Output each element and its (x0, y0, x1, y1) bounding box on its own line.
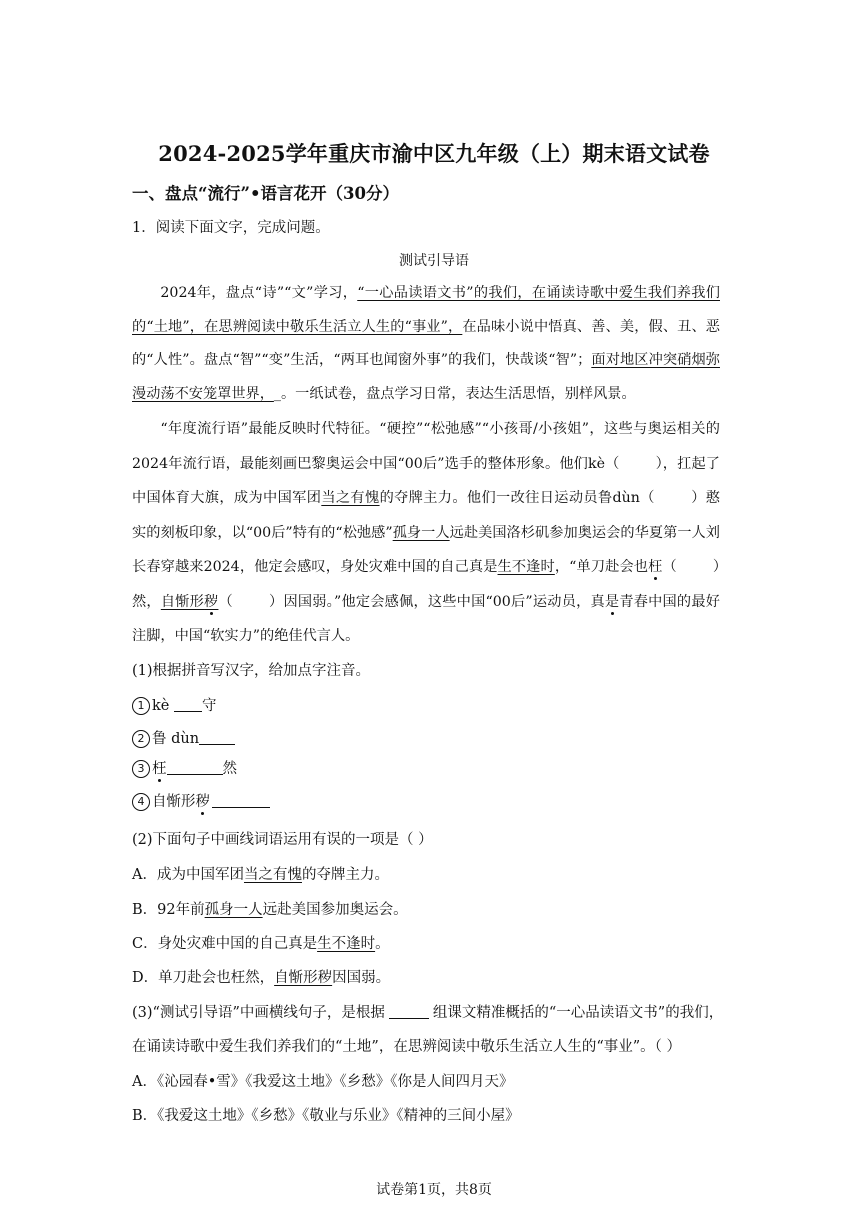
underlined-sentence: “一心品读语文书”的我们，在诵读诗歌中爱生我们养我们的“土地”，在思辨阅读中敬乐生活立人生的“事业”， (132, 285, 720, 335)
passage-paragraph-1: 2024年，盘点“诗”“文”学习，“一心品读语文书”的我们，在诵读诗歌中爱生我们养我们的“土地”，在思辨阅读中敬乐生活立人生的“事业”，在品味小说中悟真、善、美，假、丑、恶的“人性”。盘点“智”“变”生活，“两耳也闻窗外事”的我们，快哉谈“智”；面对地区冲突硝烟弥漫动荡不安笼罩世界，_。一纸试卷，盘点学习日常，表达生活思悟，别样风景。 (132, 285, 720, 402)
dotted-char-hui: 秽 (204, 593, 219, 610)
fill-item-4: 4 自惭形秽 (132, 790, 270, 811)
answer-blank-2[interactable] (199, 730, 235, 745)
question-1-3: (3)“测试引导语”中画横线句子，是根据 组课文精准概括的“一心品读语文书”的我们， (132, 1005, 724, 1021)
page-footer: 试卷第1页，共8页 (376, 1182, 492, 1198)
answer-blank-3[interactable] (167, 760, 223, 775)
dotted-char-shi: 是 (604, 593, 620, 610)
question-1-2: (2)下面句子中画线词语运用有误的一项是（ ） (132, 832, 433, 848)
passage-title: 测试引导语 (399, 253, 469, 269)
option-3-A[interactable]: A．《沁园春•雪》《我爱这土地》《乡愁》《你是人间四月天》 (132, 1074, 514, 1090)
underlined-sentence-2: 面对地区冲突硝烟弥漫动荡不安笼罩世界， (132, 352, 720, 402)
dotted-char-wang: 枉 (648, 559, 663, 575)
answer-blank-5[interactable] (389, 1004, 429, 1019)
answer-blank-4[interactable] (212, 793, 270, 808)
passage-paragraph-2: “年度流行语”最能反映时代特征。“硬控”“松弛感”“小孩哥/小孩姐”，这些与奥运相关的2024年流行语，最能刻画巴黎奥运会中国“00后”选手的整体形象。他们kè（ ），扛起了中国体育大旗，成为中国军团当之有愧的夺牌主力。他们一改往日运动员鲁dùn（ ）憨实的刻板印象，以“00后”特有的“松弛感”孤身一人远赴美国洛杉矶参加奥运会的华夏第一人刘长春穿越来2024，他定会感叹，身处灾难中国的自己真是生不逢时，“单刀赴会也枉（ ）然，自惭形秽（ ）因国弱。”他定会感佩，这些中国“00后”运动员，真是青春中国的最好注脚，中国“软实力”的绝佳代言人。 (132, 421, 720, 644)
exam-title: 2024-2025学年重庆市渝中区九年级（上）期末语文试卷 (158, 141, 710, 166)
question-1-1: (1)根据拼音写汉字，给加点字注音。 (132, 663, 371, 679)
option-3-B[interactable]: B．《我爱这土地》《乡愁》《敬业与乐业》《精神的三间小屋》 (132, 1108, 520, 1124)
question-1-3-cont: 在诵读诗歌中爱生我们养我们的“土地”，在思辨阅读中敬乐生活立人生的“事业”。（ ） (132, 1039, 682, 1055)
option-B[interactable]: B．92年前孤身一人远赴美国参加奥运会。 (132, 902, 408, 918)
answer-blank-1[interactable] (174, 697, 202, 712)
option-C[interactable]: C．身处灾难中国的自己真是生不逢时。 (132, 936, 390, 952)
fill-item-3: 3 枉 然 (132, 757, 237, 778)
underlined-word-zicanxinghui: 自惭形秽 (160, 593, 219, 610)
underlined-word-shengbufengshi: 生不逢时 (497, 559, 555, 575)
section-heading: 一、盘点“流行”•语言花开（30分） (132, 184, 399, 203)
underlined-word-dangzhi: 当之有愧 (321, 490, 380, 506)
question-1-stem: 1．阅读下面文字，完成问题。 (132, 220, 330, 236)
underlined-word-gushen: 孤身一人 (392, 524, 450, 541)
fill-item-2: 2 鲁 dùn (132, 727, 235, 748)
option-D[interactable]: D．单刀赴会也枉然，自惭形秽因国弱。 (132, 970, 391, 986)
fill-item-1: 1 kè 守 (132, 694, 216, 715)
option-A[interactable]: A．成为中国军团当之有愧的夺牌主力。 (132, 867, 389, 883)
